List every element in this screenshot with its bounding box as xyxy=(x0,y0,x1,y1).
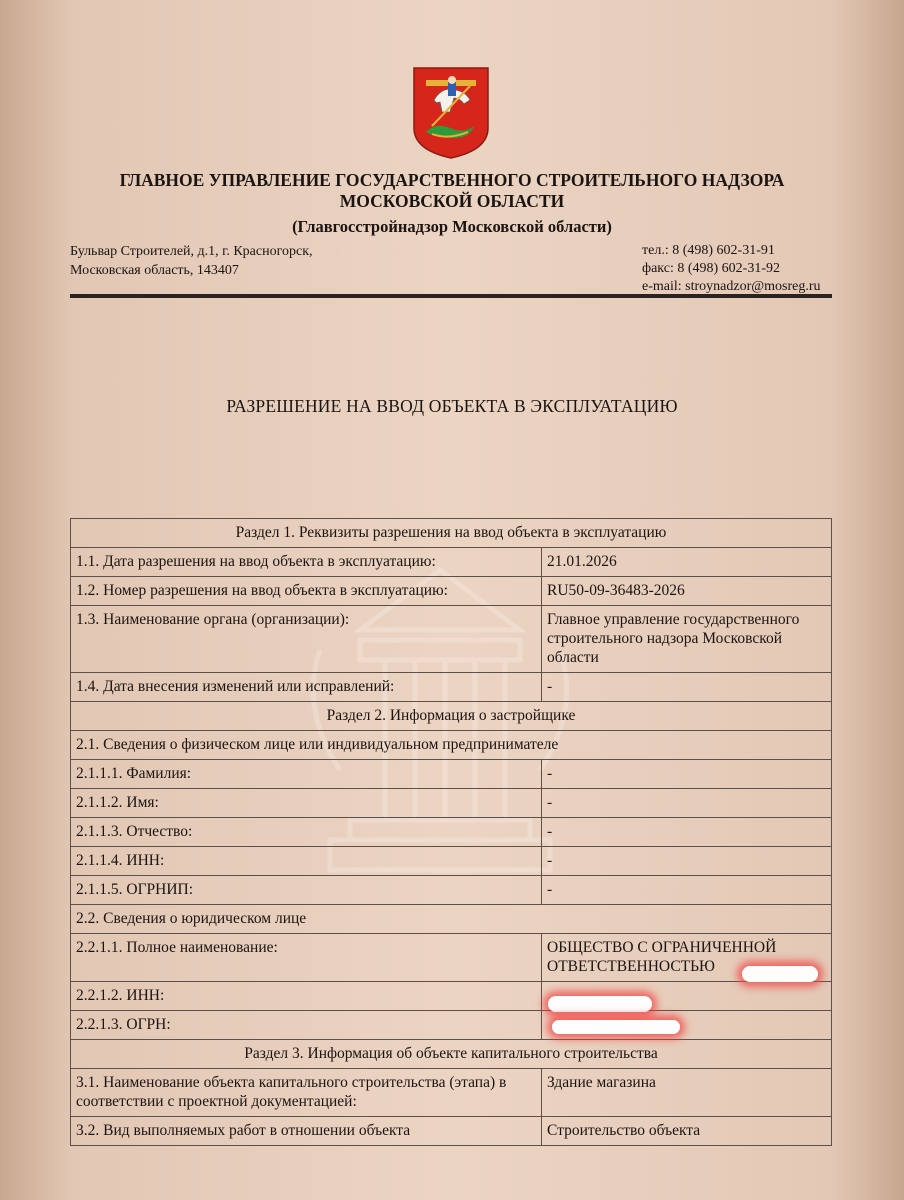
email-text: e-mail: stroynadzor@mosreg.ru xyxy=(642,279,821,294)
subsection-header: 2.1. Сведения о физическом лице или индивидуальном предпринимателе xyxy=(71,731,832,760)
row-value: Строительство объекта xyxy=(542,1117,832,1146)
table-row xyxy=(71,519,832,548)
row-label: 2.2.1.3. ОГРН: xyxy=(71,1011,542,1040)
row-label: 3.2. Вид выполняемых работ в отношении объекта xyxy=(71,1117,542,1146)
section-header: Раздел 2. Информация о застройщике xyxy=(71,702,832,731)
row-value: Здание магазина xyxy=(542,1069,832,1117)
table-row xyxy=(71,1011,832,1040)
row-value: - xyxy=(542,818,832,847)
row-label: 2.1.1.5. ОГРНИП: xyxy=(71,876,542,905)
row-value: ОБЩЕСТВО С ОГРАНИЧЕННОЙ ОТВЕТСТВЕННОСТЬЮ xyxy=(542,934,832,982)
row-value: Главное управление государственного строительного надзора Московской области xyxy=(542,606,832,673)
row-label: 2.2.1.1. Полное наименование: xyxy=(71,934,542,982)
table-row xyxy=(71,876,832,905)
organization-title-line1: ГЛАВНОЕ УПРАВЛЕНИЕ ГОСУДАРСТВЕННОГО СТРОИТЕЛЬНОГО НАДЗОРА xyxy=(119,170,785,190)
contacts-block xyxy=(642,242,821,296)
table-row xyxy=(71,982,832,1011)
header-divider xyxy=(70,294,832,298)
table-row xyxy=(71,577,832,606)
redaction-mark xyxy=(742,966,818,982)
row-value: - xyxy=(542,876,832,905)
row-label: 1.4. Дата внесения изменений или исправлений: xyxy=(71,673,542,702)
row-label: 2.2.1.2. ИНН: xyxy=(71,982,542,1011)
fax-text: факс: 8 (498) 602-31-92 xyxy=(642,261,780,276)
table-row xyxy=(71,548,832,577)
phone-text: тел.: 8 (498) 602-31-91 xyxy=(642,243,775,258)
row-value: RU50-09-36483-2026 xyxy=(542,577,832,606)
organization-title-line2: МОСКОВСКОЙ ОБЛАСТИ xyxy=(339,191,565,211)
row-label: 2.1.1.4. ИНН: xyxy=(71,847,542,876)
document-title: РАЗРЕШЕНИЕ НА ВВОД ОБЪЕКТА В ЭКСПЛУАТАЦИЮ xyxy=(226,396,678,416)
table-row xyxy=(71,789,832,818)
table-row xyxy=(71,847,832,876)
table-row xyxy=(71,905,832,934)
row-value: 21.01.2026 xyxy=(542,548,832,577)
row-value: - xyxy=(542,673,832,702)
row-label: 2.1.1.1. Фамилия: xyxy=(71,760,542,789)
section-header: Раздел 3. Информация об объекте капитального строительства xyxy=(71,1040,832,1069)
organization-title xyxy=(60,170,844,212)
table-row xyxy=(71,731,832,760)
address-line: Московская область, 143407 xyxy=(70,263,239,278)
row-value: - xyxy=(542,789,832,818)
redaction-mark xyxy=(548,996,652,1012)
row-value: - xyxy=(542,760,832,789)
subsection-header: 2.2. Сведения о юридическом лице xyxy=(71,905,832,934)
table-row xyxy=(71,702,832,731)
section-header: Раздел 1. Реквизиты разрешения на ввод объекта в эксплуатацию xyxy=(71,519,832,548)
redaction-mark xyxy=(552,1020,680,1034)
table-row xyxy=(71,1117,832,1146)
row-value: - xyxy=(542,847,832,876)
row-label: 3.1. Наименование объекта капитального строительства (этапа) в соответствии с проектной документацией: xyxy=(71,1069,542,1117)
row-label: 2.1.1.2. Имя: xyxy=(71,789,542,818)
address-block xyxy=(70,242,313,280)
table-row xyxy=(71,818,832,847)
table-row xyxy=(71,606,832,673)
address-line: Бульвар Строителей, д.1, г. Красногорск, xyxy=(70,244,313,259)
table-row xyxy=(71,673,832,702)
row-label: 1.3. Наименование органа (организации): xyxy=(71,606,542,673)
organization-short-name: (Главгосстройнадзор Московской области) xyxy=(292,217,612,236)
coat-of-arms-icon xyxy=(412,66,490,160)
table-row xyxy=(71,1069,832,1117)
table-row xyxy=(71,760,832,789)
row-label: 1.2. Номер разрешения на ввод объекта в эксплуатацию: xyxy=(71,577,542,606)
row-label: 1.1. Дата разрешения на ввод объекта в эксплуатацию: xyxy=(71,548,542,577)
table-row xyxy=(71,934,832,982)
permit-table xyxy=(70,518,832,1146)
row-label: 2.1.1.3. Отчество: xyxy=(71,818,542,847)
table-row xyxy=(71,1040,832,1069)
